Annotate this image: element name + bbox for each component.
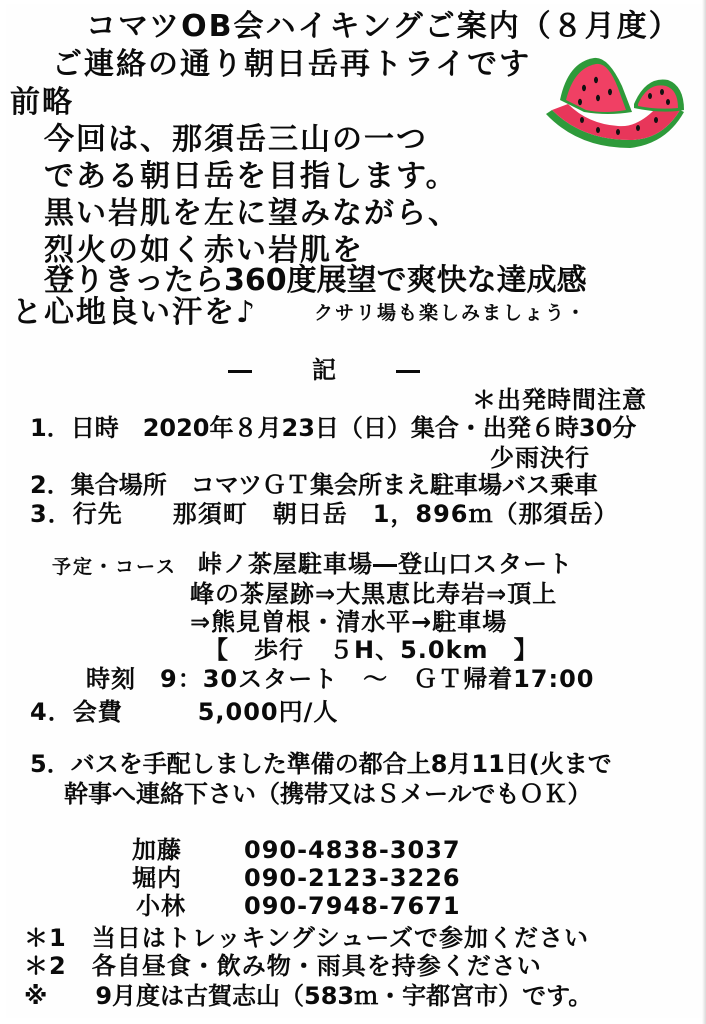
course-line: ⇒熊見曽根・清水平→駐車場 [190, 608, 508, 636]
intro-line: 烈火の如く赤い岩肌を [44, 233, 364, 268]
fee: 4．会費 5,000円/人 [30, 698, 339, 726]
meeting-place: 2．集合場所 コマツＧＴ集会所まえ駐車場バス乗車 [30, 471, 598, 499]
note-line: ※ 9月度は古賀志山（583ｍ・宇都宮市）です。 [24, 982, 593, 1010]
record-heading: ― 記 ― [228, 356, 438, 384]
intro-line: である朝日岳を目指します。 [44, 159, 458, 194]
intro-line: 黒い岩肌を左に望みながら、 [44, 196, 460, 231]
paper-edge [702, 0, 706, 1024]
time-value: 9：30スタート ～ ＧＴ帰着17:00 [160, 665, 595, 693]
course-line: 峠ノ茶屋駐車場―登山口スタート [198, 550, 573, 578]
departure-time-note: ＊出発時間注意 [472, 386, 647, 414]
intro-line: 今回は、那須岳三山の一つ [44, 122, 428, 157]
note-line: ＊2 各自昼食・飲み物・雨具を持参ください [24, 952, 542, 980]
contact-name: 小林 [136, 892, 186, 920]
course-line: 峰の茶屋跡⇒大黒恵比寿岩⇒頂上 [190, 580, 558, 608]
intro-line: 登りきったら360度展望で爽快な達成感 [44, 263, 587, 298]
contact-phone: 090-2123-3226 [244, 864, 461, 892]
intro-line: と心地良い汗を♪ [12, 295, 258, 330]
watermelon-icon [538, 52, 688, 156]
greeting: 前略 [10, 85, 74, 120]
bus-notice: 5．バスを手配しました準備の都合上8月11日(火まで [30, 750, 612, 778]
bus-notice: 幹事へ連絡下さい（携帯又はＳメールでもＯＫ） [64, 780, 592, 808]
contact-phone: 090-7948-7671 [244, 892, 461, 920]
destination: 3．行先 那須町 朝日岳 1，896ｍ（那須岳） [30, 500, 619, 528]
time-label: 時刻 [86, 665, 136, 693]
intro-aside: クサリ場も楽しみましょう・ [314, 302, 588, 324]
event-date: 1．日時 2020年８月23日（日）集合・出発６時30分 [30, 414, 637, 442]
flyer-subtitle: ご連絡の通り朝日岳再トライです [52, 47, 532, 82]
flyer-title: コマツOB会ハイキングご案内（８月度） [86, 9, 681, 44]
walk-info: 【 歩行 ５H、5.0km 】 [204, 636, 539, 664]
rain-policy: 少雨決行 [490, 444, 590, 472]
contact-name: 加藤 [132, 836, 182, 864]
contact-phone: 090-4838-3037 [244, 836, 461, 864]
note-line: ＊1 当日はトレッキングシューズで参加ください [24, 924, 590, 952]
course-label: 予定・コース [52, 556, 178, 578]
contact-name: 堀内 [132, 864, 182, 892]
